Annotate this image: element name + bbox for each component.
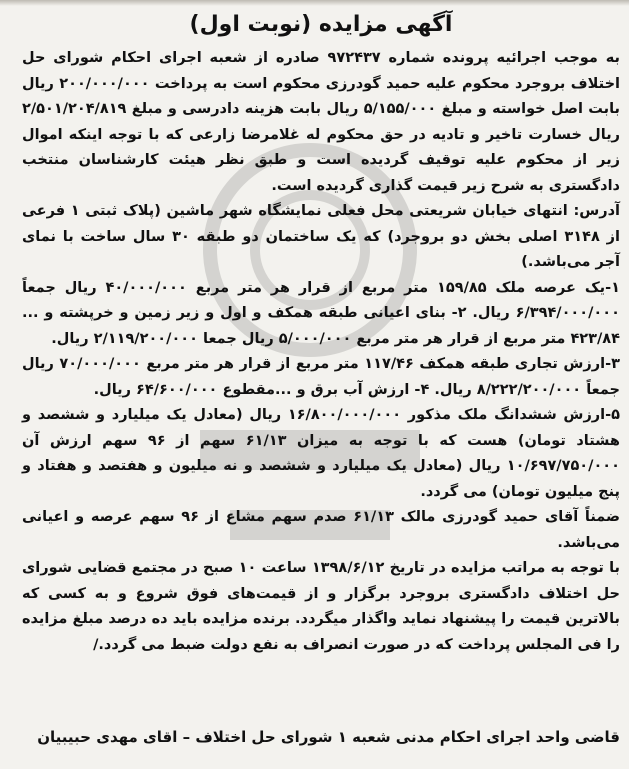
paragraph-items-1-2: ۱-یک عرصه ملک ۱۵۹/۸۵ متر مربع از قرار هر متر مربع ۴۰/۰۰۰/۰۰۰ ریال جمعاً ۶/۳۹۴/۰۰۰/۰۰۰ ریال. ۲- بنای اعیانی طبقه همکف و اول و زیر زمین و خرپشته و ... ۴۲۳/۸۴ متر مربع از قرار هر متر مربع ۵/۰۰۰/۰۰۰ ریال جمعا ۲/۱۱۹/۲۰۰/۰۰۰ ریال. xyxy=(22,279,620,347)
paragraph-address: آدرس: انتهای خیابان شریعتی محل فعلی نمایشگاه شهر ماشین (پلاک ثبتی ۱ فرعی از ۳۱۴۸ اصلی بخش دو بروجرد) که یک ساختمان دو طبقه ۳۰ سال ساخت با نمای آجر می‌باشد.) xyxy=(22,203,621,270)
paragraph-item-5: ۵-ارزش ششدانگ ملک مذکور ۱۶/۸۰۰/۰۰۰/۰۰۰ ریال (معادل یک میلیارد و ششصد و هشتاد تومان) هست که با توجه به میزان ۶۱/۱۳ سهم از ۹۶ سهم ارزش آن ۱۰/۶۹۷/۷۵۰/۰۰۰ ریال (معادل یک میلیارد و ششصد و نه میلیون و هفتصد و هفتاد و پنج میلیون تومان) می گردد. xyxy=(22,407,620,500)
paragraph-auction-terms: با توجه به مراتب مزایده در تاریخ ۱۳۹۸/۶/۱۲ ساعت ۱۰ صبح در مجتمع قضایی شورای حل اختلاف دادگستری بروجرد برگزار و از قیمت‌های فوق شروع و به کسی که بالاترین قیمت را پیشنهاد نماید واگذار میگردد. برنده مزایده باید ده درصد مبلغ مزایده را فی المجلس پرداخت که در صورت انصراف به نفع دولت ضبط می گردد./ xyxy=(22,560,620,653)
auction-notice xyxy=(22,0,620,769)
paragraph-intro: به موجب اجرائیه پرونده شماره ۹۷۲۴۳۷ صادره از شعبه اجرای احکام شورای حل اختلاف بروجرد محکوم علیه حمید گودرزی محکوم است به پرداخت ۲۰۰/۰۰۰/۰۰۰ ریال بابت اصل خواسته و مبلغ ۵/۱۵۵/۰۰۰ ریال بابت هزینه دادرسی و مبلغ ۲/۵۰۱/۲۰۴/۸۱۹ ریال خسارت تاخیر و تادیه در حق محکوم له غلامرضا زارعی که با توجه اینکه اموال زیر از محکوم علیه توقیف گردیده است و طبق نظر هیئت کارشناسان منتخب دادگستری به شرح زیر قیمت گذاری گردیده است. xyxy=(22,50,621,194)
notice-signature: قاضی واحد اجرای احکام مدنی شعبه ۱ شورای حل اختلاف – اقای مهدی حبیبیان xyxy=(37,728,620,746)
paragraph-items-3-4: ۳-ارزش تجاری طبقه همکف ۱۱۷/۴۶ متر مربع از قرار هر متر مربع ۷۰/۰۰۰/۰۰۰ ریال جمعاً ۸/۲۲۲/۲۰۰/۰۰۰ ریال. ۴- ارزش آب برق و ...مقطوع ۶۴/۶۰۰/۰۰۰ ریال. xyxy=(22,356,620,398)
notice-body xyxy=(22,46,620,658)
notice-title: آگهی مزایده (نوبت اول) xyxy=(189,12,453,37)
paragraph-ownership: ضمناً آقای حمید گودرزی مالک ۶۱/۱۳ صدم سهم مشاع از ۹۶ سهم عرصه و اعیانی می‌باشد. xyxy=(22,509,620,551)
